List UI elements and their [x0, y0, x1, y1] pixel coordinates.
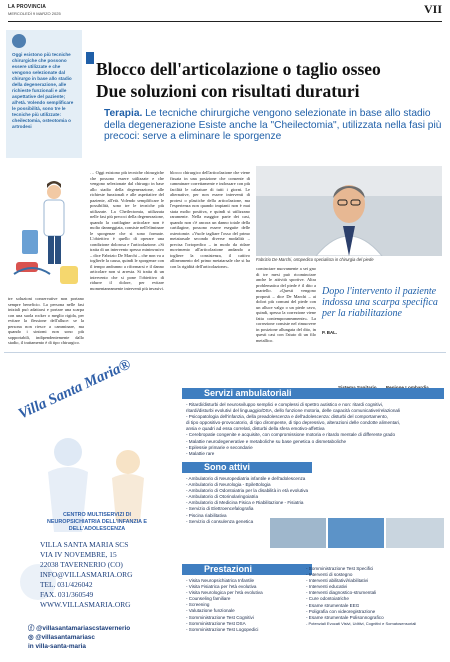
list-item: - Interventi diagnostico-strumentali	[306, 590, 377, 596]
list-item: - Somministrazione Test Specifici	[306, 566, 374, 571]
newspaper-name: LA PROVINCIA	[8, 4, 47, 10]
list-item: - Visita Neuropsichiatrica Infantile	[186, 578, 255, 583]
article-column-1: … Oggi esistono più tecniche chirurgiche che possono essere utilizzate e che vengono selezionate dal chirurgo in base allo stadio della degenerazione, alle richieste funzionali e alle aspettative del paziente, all'età. Volendo semplificare le possibilità, sono tre le tecniche più utilizzate. La Cheilectomia, utilizzata nelle fasi più precoci della degenerazione, quando la cartilagine articolare non è molto danneggiata, consiste nell'eliminare le sporgenze che si sono formate. L'obiettivo è quello di operare una condizione dolorosa e l'articolazione. «Si tratta di un intervento spesso mininvasivo – dice Fabrizio De Marchi – che non va a toglierle la causa, quindi le sporgenze con il tempo andranno a riformarsi e il danno articolare non si arresta. Si tratta di un intervento che si pone l'obiettivo di ridurre il dolore, per evitare momentaneamente interventi più invasivi.	[90, 170, 164, 291]
section-title-attivi: Sono attivi	[204, 462, 251, 472]
email: INFO@VILLASMARIA.ORG	[40, 570, 133, 579]
list-item: ritardi/disturbi evolutivi del linguaggio/DSA, dello funzione motoria, delle capacità comunicative/relazionali	[186, 408, 400, 414]
sidebar-box	[6, 30, 82, 158]
facebook-icon: ⓕ	[28, 625, 37, 632]
list-item: - Ambulatorio di Neuropediatria infantile e dell'adolescenza	[186, 476, 306, 481]
contact-block	[40, 540, 150, 610]
city: 22038 TAVERNERIO (CO)	[40, 560, 123, 569]
list-item: - Cure odontoiatriche	[306, 596, 349, 602]
list-item: - Cerebropatie congenite e acquisite, con compromissione motoria e ritardo mentale di differente grado	[186, 432, 396, 438]
centro-description: CENTRO MULTISERVIZI DI NEUROPSICHIATRIA DELL'INFANZIA E DELL'ADOLESCENZA	[47, 512, 147, 532]
list-item: - Servizio di Elettroencefalografia	[186, 506, 254, 512]
list-item: - Piscina riabilitativa	[186, 512, 227, 518]
list-item: - Screening	[186, 602, 210, 608]
list-item: - Interventi abilitativi/riabilitativi	[306, 578, 369, 584]
social-instagram: ◎ @villasantamariasc	[28, 634, 95, 641]
photo-caption: Fabrizio De Marchi, ortopedico specialista in chirurgia del piede	[256, 257, 374, 262]
list-item: - Somministrazione Test Cognitivi	[186, 614, 254, 620]
list-item: - Ambulatorio di Neurologia - Epilettologia	[186, 482, 271, 488]
ad-divider	[4, 352, 446, 353]
phone: TEL. 031/426042	[40, 580, 93, 589]
list-item: di tipo oppositivo-provocatorio, di tipo dirompente, di tipo depressivo, alterazioni delle condotte alimentari,	[186, 420, 401, 426]
social-links	[28, 624, 158, 651]
section-band-prestazioni	[182, 564, 312, 575]
social-facebook: ⓕ @villasantamariascstavernerio	[28, 625, 131, 632]
street-address: VIA IV NOVEMBRE, 15	[40, 550, 117, 559]
list-item: - Esame strumentale EEG	[306, 602, 360, 608]
foot-icon	[12, 34, 26, 48]
fax: FAX. 031/360549	[40, 590, 94, 599]
kicker: Terapia.	[104, 108, 143, 119]
article-column-3: blocco chirurgico dell'articolazione che viene fissata in una posizione che consente di camminare correttamente e indossare con più facilità le calzature di tutti i giorni. Le alternative, per non essere interventi di protesi o plastiche della articolazione, ma l'esperienza non quando impianti non è mai stata molto positiva, e quindi si utilizzano raramente. Nella maggior parte dei casi, quando non c'è ancora un danno totale della cartilagine, possono essere eseguite delle osteotomie. «Vuole tagliare l'osso del primo metatarsale secondo diverse modalità – precisa l'ortopedico – in modo da ridare movimento all'articolazione andando a togliere la consistenza, il cattivo allineamento del primo metatarsale che si ha con la rigidità dell'articolazione».	[170, 170, 250, 269]
doctor-head	[47, 185, 61, 199]
list-item: - Ambulatorio di Medicina Fisica e Riabilitazione - Fisiatria	[186, 500, 304, 506]
list-item: - Psicopatologia dell'infanzia, della preadolescenza e dell'adolescenza: disturbi del comportamento,	[186, 414, 388, 420]
pull-quote: Dopo l'intervento il paziente indossa una scarpa specifica per la riabilitazione	[322, 286, 438, 319]
list-item: - Malattie neurodegenerative e metaboliche su base genetica o dismetaboliche	[186, 438, 347, 444]
social-linkedin: in villa-santa-maria	[28, 643, 86, 650]
list-item: - Potenziali Evocati Visivi, Uditivi, Cognitivi e Somatosensoriali	[306, 620, 417, 626]
article-subtitle	[104, 108, 442, 143]
list-ambulatoriali	[186, 402, 400, 457]
list-item: - Ambulatorio di Otorinolaringoiatria	[186, 494, 259, 500]
list-prestazioni-right	[306, 566, 416, 627]
list-item: - Visita Neurologica per l'età evolutiva	[186, 590, 263, 596]
section-band-ambulatoriali	[182, 388, 444, 399]
portrait-photo	[256, 166, 442, 256]
list-item: - Visita Fisiatrica per l'età evolutiva	[186, 584, 257, 590]
list-item: - Poligrafia con videoregistrazione	[306, 608, 376, 614]
list-item: - Esame strumentale Polisonnografico	[306, 614, 384, 620]
list-prestazioni-left	[186, 578, 263, 633]
org-name: VILLA SANTA MARIA SCS	[40, 540, 129, 549]
sidebar-text: Oggi esistono più tecniche chirurgiche che possono essere utilizzate e che vengono selezionate dal chirurgo in base allo stadio della degenerazione, alle richieste funzionali e alle aspettative del paziente; all'età. Volendo semplificare le possibilità, sono tre le tecniche più utilizzate: cheilectomia, osteotomia o artrodesi	[12, 52, 74, 129]
facility-photos	[270, 518, 444, 548]
list-item: - Malattie rare	[186, 450, 215, 456]
list-item: - Somministrazione Test DSA	[186, 620, 246, 626]
section-title-ambulatoriali: Servizi ambulatoriali	[204, 388, 292, 398]
list-item: - Servizio di consulenza genetica	[186, 518, 254, 524]
list-item: - Counseling familiare	[186, 596, 231, 602]
article-column-4: cominciare nuovamente a sei gno di tre mesi può ricominciare anche le attività sportive. Altra problematica del piede è il dito a martello. «Questi vengono proposti – dice De Marchi – ai dolori più comuni del piede con un alluce valgo o un piede cavo, quindi, spesso la correzione viene fatta contemporaneamente». La correzione consiste nel rimuovere in posizione allungata del dito, in questi casi con l'aiuto di un filo metallico.	[256, 266, 316, 343]
facility-photo-1	[270, 518, 326, 548]
linkedin-icon: in	[28, 643, 36, 650]
list-item: - Ambulatorio di Odontoiatria per la disabilità in età evolutiva	[186, 488, 309, 494]
pull-quote-signature: P. BAL.	[322, 330, 338, 335]
brand-logo: Villa Santa Maria®	[16, 356, 134, 423]
subtitle-text: Le tecniche chirurgiche vengono selezionate in base allo stadio della degenerazione Esiste anche la "Cheilectomia", utilizzata nella fasi più precoci: serve a eliminare le sporgenze	[104, 108, 442, 142]
issue-date: MERCOLEDÌ 9 MARZO 2025	[8, 11, 61, 16]
title-line-1: Blocco dell'articolazione o taglio osseo	[96, 59, 381, 79]
website: WWW.VILLASMARIA.ORG	[40, 600, 131, 609]
list-item: - Epilessie primarie e secondarie	[186, 444, 253, 450]
accent-bar	[86, 52, 94, 64]
list-item: - Ritardi/disturbi del neurosviluppo semplici e complessi di spettro autistico e non: ritardi cognitivi,	[186, 402, 384, 407]
title-line-2: Due soluzioni con risultati duraturi	[96, 81, 360, 101]
list-item: ansia e quadri ad essa correlati, disturbi della sfera emotivo-affettiva	[186, 426, 325, 432]
facility-photo-2	[328, 518, 384, 548]
section-title-prestazioni: Prestazioni	[204, 564, 253, 574]
page-number: VII	[423, 2, 442, 16]
list-item: - Somministrazione Test Logopedici	[186, 626, 259, 632]
article-column-2: tre soluzioni conservative non portano sempre beneficio. La persona nelle fasi iniziali può adattarsi e portare una scarpa con una suola rocker o meglio rigida, per evitare la flessione dell'alluce: se la persona non riesce a camminare, ma quando i sintomi non sono più sopportabili, indipendentemente dallo stadio, il trattamento è di tipo chirurgico.	[8, 296, 84, 345]
header-rule	[8, 21, 442, 22]
masthead	[8, 4, 442, 26]
article-title	[96, 58, 442, 102]
instagram-icon: ◎	[28, 634, 36, 641]
facility-photo-3	[386, 518, 444, 548]
list-item: - Interventi di sostegno	[306, 572, 353, 578]
section-band-attivi	[182, 462, 312, 473]
list-item: - Interventi educativi	[306, 584, 348, 590]
list-item: - Valutazione funzionale	[186, 608, 235, 614]
doctor-illustration	[8, 170, 84, 290]
